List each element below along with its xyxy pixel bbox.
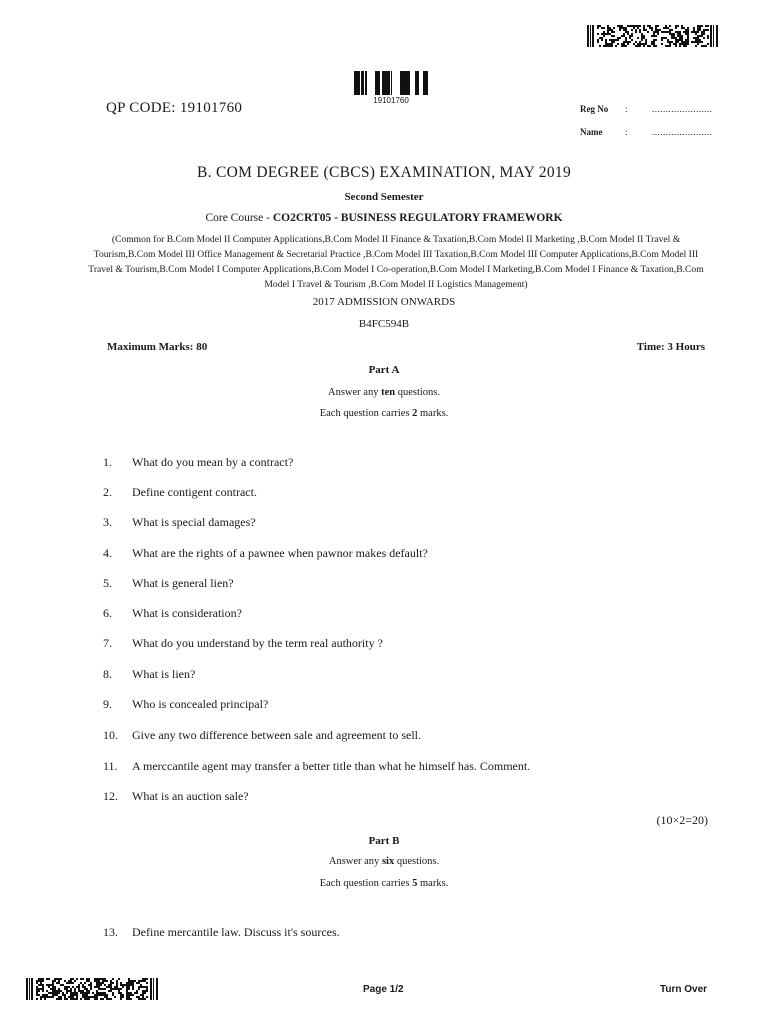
question-text: Define mercantile law. Discuss it's sources. (132, 925, 340, 939)
question-number: 13. (103, 925, 118, 939)
question-11 (103, 759, 530, 774)
question-number: 12. (103, 789, 118, 803)
instr-count: ten (381, 387, 396, 398)
question-number: 11. (103, 759, 118, 773)
question-number: 1. (103, 455, 112, 469)
reg-no-label: Reg No (580, 104, 609, 114)
question-3 (103, 515, 256, 530)
question-13 (103, 925, 340, 940)
question-6 (103, 606, 242, 621)
question-number: 8. (103, 667, 112, 681)
question-9 (103, 697, 268, 712)
question-text: What is consideration? (132, 606, 242, 620)
course-line (0, 212, 768, 224)
admission-note: 2017 ADMISSION ONWARDS (312, 296, 456, 308)
part-b-instruction-1 (0, 856, 768, 867)
question-8 (103, 667, 195, 682)
question-text: What do you mean by a contract? (132, 455, 294, 469)
part-a-title: Part A (368, 364, 400, 376)
question-text: Give any two difference between sale and agreement to sell. (132, 728, 421, 742)
question-number: 6. (103, 606, 112, 620)
question-number: 4. (103, 546, 112, 560)
question-text: What do you understand by the term real authority ? (132, 636, 383, 650)
question-5 (103, 576, 234, 591)
question-number: 2. (103, 485, 112, 499)
reg-no-colon: : (625, 104, 628, 114)
instr-count: six (381, 856, 395, 867)
part-a-marks-tally: (10×2=20) (656, 813, 708, 827)
course-prefix: Core Course - (205, 212, 273, 224)
top-right-barcode (587, 25, 718, 47)
instr-text: questions. (395, 387, 440, 398)
time-allowed: Time: 3 Hours (636, 341, 705, 353)
name-field: ...................... (652, 127, 713, 137)
instr-text: marks. (417, 878, 449, 889)
question-10 (103, 728, 421, 743)
question-number: 7. (103, 636, 112, 650)
instr-text: Each question carries (319, 878, 413, 889)
part-b-instruction-2 (0, 878, 768, 889)
header-barcode (354, 71, 428, 95)
question-2 (103, 485, 257, 500)
reg-no-field: ...................... (652, 104, 713, 114)
question-text: What is general lien? (132, 576, 234, 590)
question-text: A merccantile agent may transfer a better title than what he himself has. Comment. (132, 759, 531, 773)
page-number: Page 1/2 (363, 984, 404, 995)
name-label: Name (580, 127, 603, 137)
instr-marks: 5 (412, 878, 418, 889)
qp-code: QP CODE: 19101760 (106, 100, 243, 116)
question-text: Define contigent contract. (132, 485, 257, 499)
paper-code: B4FC594B (358, 318, 410, 330)
question-7 (103, 636, 383, 651)
question-text: What is an auction sale? (132, 789, 249, 803)
semester: Second Semester (344, 191, 424, 203)
common-for-note: (Common for B.Com Model II Computer Applications,B.Com Model II Finance & Taxation,B.Com Model II Marketing ,B.Com Model II Travel & Tourism,B.Com Model III Office Management & Secretarial Practice ,B.Com Model III Taxation,B.Com Model III Computer Applications,B.Com Model III Travel & Tourism,B.Com Model I Computer Applications,B.Com Model I Co-operation,B.Com Model I Marketing,B.Com Model I Finance & Taxation,B.Com Model I Travel & Tourism ,B.Com Model II Logistics Management) (88, 234, 704, 290)
question-text: Who is concealed principal? (132, 697, 269, 711)
instr-text: marks. (417, 408, 449, 419)
bottom-left-barcode (26, 978, 158, 1000)
question-1 (103, 455, 293, 470)
question-text: What is lien? (132, 667, 196, 681)
question-4 (103, 546, 428, 561)
question-12 (103, 789, 249, 804)
question-text: What is special damages? (132, 515, 256, 529)
question-number: 10. (103, 728, 118, 742)
turn-over-note: Turn Over (660, 984, 708, 995)
instr-text: Answer any (328, 856, 382, 867)
barcode-number: 19101760 (373, 96, 409, 105)
part-b-title: Part B (368, 835, 400, 847)
max-marks: Maximum Marks: 80 (107, 341, 208, 353)
instr-text: Each question carries (319, 408, 413, 419)
instr-text: questions. (394, 856, 440, 867)
question-text: What are the rights of a pawnee when pawnor makes default? (132, 546, 428, 560)
name-colon: : (625, 127, 628, 137)
question-number: 9. (103, 697, 112, 711)
instr-text: Answer any (328, 387, 382, 398)
question-number: 3. (103, 515, 112, 529)
instr-marks: 2 (412, 408, 418, 419)
exam-title: B. COM DEGREE (CBCS) EXAMINATION, MAY 2019 (197, 164, 571, 181)
course-code: CO2CRT05 - BUSINESS REGULATORY FRAMEWORK (272, 212, 563, 224)
question-number: 5. (103, 576, 112, 590)
part-a-instruction-2 (0, 408, 768, 419)
part-a-instruction-1 (0, 387, 768, 398)
